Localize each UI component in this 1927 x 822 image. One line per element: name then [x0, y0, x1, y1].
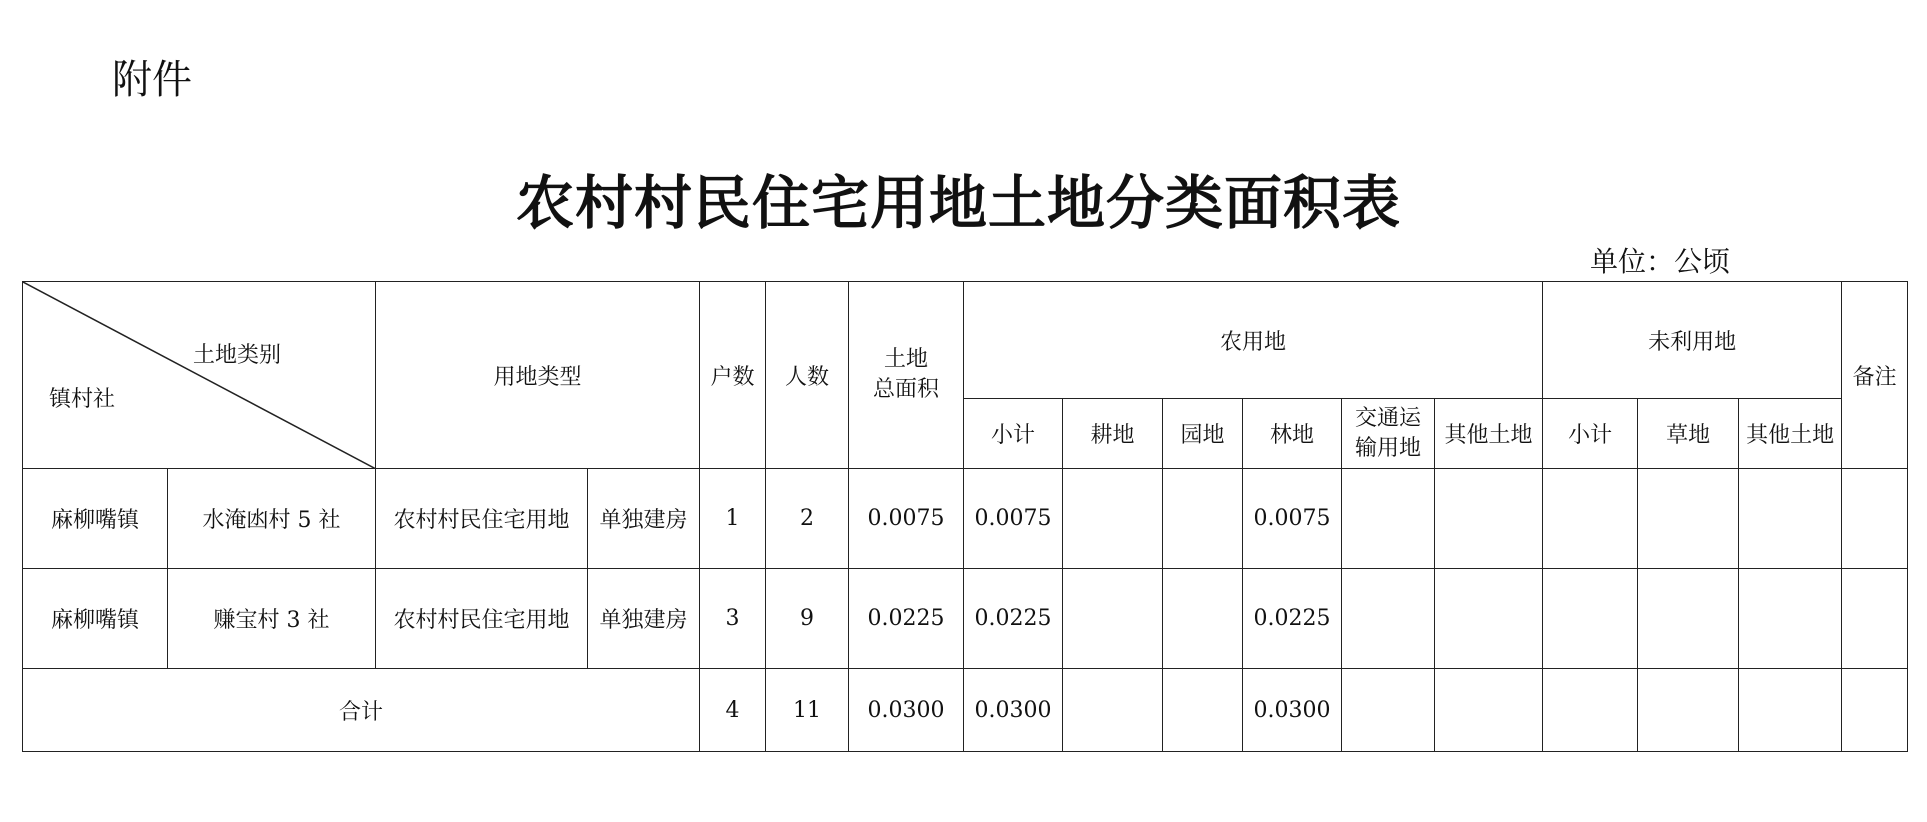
- remarks-cell: [1842, 569, 1908, 669]
- total-area-header-line1: 土地: [884, 347, 929, 372]
- households-cell: 3: [700, 569, 766, 669]
- total-remarks-cell: [1842, 669, 1908, 752]
- un-subtotal-cell: [1543, 469, 1638, 569]
- unused-land-header: 未利用地: [1543, 282, 1842, 399]
- land-use-type-header: 用地类型: [376, 282, 700, 469]
- total-label-cell: 合计: [23, 669, 700, 752]
- ag-forest-cell: 0.0225: [1243, 569, 1342, 669]
- ag-garden-header: 园地: [1163, 399, 1243, 469]
- un-other-header: 其他土地: [1739, 399, 1842, 469]
- town-cell: 麻柳嘴镇: [23, 469, 168, 569]
- total-ag-subtotal-cell: 0.0300: [964, 669, 1063, 752]
- agricultural-land-header: 农用地: [964, 282, 1543, 399]
- total-area-sum-cell: 0.0300: [849, 669, 964, 752]
- ag-cultivated-header: 耕地: [1063, 399, 1163, 469]
- total-ag-forest-cell: 0.0300: [1243, 669, 1342, 752]
- un-grass-cell: [1638, 469, 1739, 569]
- table-row: [23, 569, 1908, 669]
- total-un-subtotal-cell: [1543, 669, 1638, 752]
- ag-forest-header: 林地: [1243, 399, 1342, 469]
- land-use-cell: 农村村民住宅用地: [376, 569, 588, 669]
- land-category-label: 土地类别: [193, 343, 282, 368]
- total-population-cell: 11: [766, 669, 849, 752]
- town-village-label: 镇村社: [49, 387, 116, 412]
- un-grass-cell: [1638, 569, 1739, 669]
- unit-label: 单位：公顷: [1590, 245, 1731, 278]
- total-ag-garden-cell: [1163, 669, 1243, 752]
- page-title: 农村村民住宅用地土地分类面积表: [515, 169, 1401, 237]
- ag-transport-cell: [1342, 569, 1435, 669]
- un-grass-header: 草地: [1638, 399, 1739, 469]
- total-un-other-cell: [1739, 669, 1842, 752]
- header-row-1: [23, 282, 1908, 399]
- total-area-cell: 0.0075: [849, 469, 964, 569]
- building-type-cell: 单独建房: [588, 569, 700, 669]
- total-ag-transport-cell: [1342, 669, 1435, 752]
- ag-transport-header: [1342, 399, 1435, 469]
- population-cell: 2: [766, 469, 849, 569]
- land-area-table: [22, 281, 1908, 752]
- ag-transport-header-line1: 交通运: [1355, 405, 1422, 431]
- diagonal-corner-cell: [23, 282, 376, 469]
- ag-transport-header-line2: 输用地: [1355, 435, 1422, 461]
- ag-subtotal-cell: 0.0225: [964, 569, 1063, 669]
- population-cell: 9: [766, 569, 849, 669]
- ag-subtotal-header: 小计: [964, 399, 1063, 469]
- town-cell: 麻柳嘴镇: [23, 569, 168, 669]
- table-row: [23, 469, 1908, 569]
- total-area-header-line2: 总面积: [873, 377, 940, 402]
- ag-other-cell: [1435, 569, 1543, 669]
- ag-other-header: 其他土地: [1435, 399, 1543, 469]
- un-other-cell: [1739, 569, 1842, 669]
- total-area-header: [849, 282, 964, 469]
- total-ag-other-cell: [1435, 669, 1543, 752]
- total-row: [23, 669, 1908, 752]
- attachment-label: 附件: [112, 57, 192, 103]
- households-header: 户数: [700, 282, 766, 469]
- ag-cultivated-cell: [1063, 469, 1163, 569]
- total-ag-cultivated-cell: [1063, 669, 1163, 752]
- ag-garden-cell: [1163, 569, 1243, 669]
- village-cell: 水淹凼村 5 社: [168, 469, 376, 569]
- ag-transport-cell: [1342, 469, 1435, 569]
- un-other-cell: [1739, 469, 1842, 569]
- ag-subtotal-cell: 0.0075: [964, 469, 1063, 569]
- ag-forest-cell: 0.0075: [1243, 469, 1342, 569]
- total-households-cell: 4: [700, 669, 766, 752]
- total-area-cell: 0.0225: [849, 569, 964, 669]
- land-use-cell: 农村村民住宅用地: [376, 469, 588, 569]
- remarks-cell: [1842, 469, 1908, 569]
- ag-other-cell: [1435, 469, 1543, 569]
- remarks-header: 备注: [1842, 282, 1908, 469]
- households-cell: 1: [700, 469, 766, 569]
- building-type-cell: 单独建房: [588, 469, 700, 569]
- village-cell: 赚宝村 3 社: [168, 569, 376, 669]
- un-subtotal-cell: [1543, 569, 1638, 669]
- ag-cultivated-cell: [1063, 569, 1163, 669]
- diagonal-line: [23, 282, 376, 469]
- population-header: 人数: [766, 282, 849, 469]
- ag-garden-cell: [1163, 469, 1243, 569]
- total-un-grass-cell: [1638, 669, 1739, 752]
- un-subtotal-header: 小计: [1543, 399, 1638, 469]
